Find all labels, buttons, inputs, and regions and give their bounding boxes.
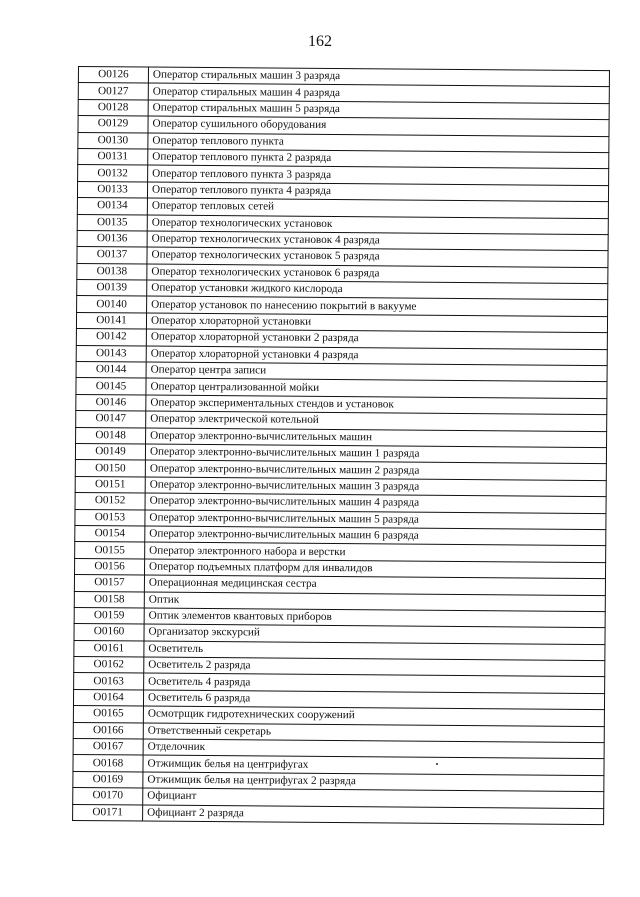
row-name-cell: Осветитель xyxy=(144,641,605,661)
row-code-cell: O0151 xyxy=(75,476,145,493)
row-code-cell: O0131 xyxy=(78,148,148,165)
row-name-cell: Оператор электронно-вычислительных машин 4 разряда xyxy=(145,493,606,513)
row-code-cell: O0164 xyxy=(73,689,143,706)
row-name-cell: Оператор электронно-вычислительных машин xyxy=(146,428,607,448)
profession-code-table xyxy=(72,66,610,825)
row-name-cell: Оператор теплового пункта 3 разряда xyxy=(148,165,609,185)
row-code-cell: O0150 xyxy=(75,460,145,477)
row-name-cell: Оператор теплового пункта xyxy=(148,133,609,153)
row-code-cell: O0126 xyxy=(78,67,148,84)
row-code-cell: O0146 xyxy=(76,394,146,411)
row-name-cell: Ответственный секретарь xyxy=(143,723,604,743)
row-name-cell: Оператор электронно-вычислительных машин 5 разряда xyxy=(145,510,606,530)
row-name-cell: Отжимщик белья на центрифугах 2 разряда xyxy=(143,772,604,792)
row-name-cell: Оператор подъемных платформ для инвалидов xyxy=(145,559,606,579)
page-number: 162 xyxy=(308,33,332,50)
row-name-cell: Оператор теплового пункта 2 разряда xyxy=(148,149,609,169)
row-name-cell: Официант xyxy=(143,788,604,808)
row-code-cell: O0165 xyxy=(73,706,143,723)
row-name-cell: Оператор хлораторной установки 4 разряда xyxy=(146,346,607,366)
row-name-cell: Оператор электронного набора и верстки xyxy=(145,542,606,562)
row-code-cell: O0170 xyxy=(73,788,143,805)
row-name-cell: Организатор экскурсий xyxy=(144,624,605,644)
row-code-cell: O0149 xyxy=(75,443,145,460)
row-code-cell: O0162 xyxy=(74,657,144,674)
table-body xyxy=(73,67,610,825)
row-code-cell: O0148 xyxy=(76,427,146,444)
row-code-cell: O0142 xyxy=(76,329,146,346)
row-code-cell: O0133 xyxy=(77,181,147,198)
row-code-cell: O0136 xyxy=(77,230,147,247)
row-code-cell: O0158 xyxy=(74,591,144,608)
row-name-cell: Оператор хлораторной установки xyxy=(146,313,607,333)
row-code-cell: O0132 xyxy=(78,165,148,182)
row-code-cell: O0171 xyxy=(73,804,143,821)
row-code-cell: O0153 xyxy=(75,509,145,526)
row-name-cell: Оптик xyxy=(144,592,605,612)
row-code-cell: O0167 xyxy=(73,738,143,755)
row-name-cell: Оператор тепловых сетей xyxy=(147,198,608,218)
row-code-cell: O0144 xyxy=(76,362,146,379)
row-name-cell: Официант 2 разряда xyxy=(143,805,604,825)
row-code-cell: O0157 xyxy=(74,575,144,592)
row-code-cell: O0161 xyxy=(74,640,144,657)
row-name-cell: Оптик элементов квантовых приборов xyxy=(144,608,605,628)
row-name-cell: Оператор технологических установок 4 разряда xyxy=(147,231,608,251)
row-code-cell: O0128 xyxy=(78,99,148,116)
row-code-cell: O0143 xyxy=(76,345,146,362)
row-code-cell: O0168 xyxy=(73,755,143,772)
row-code-cell: O0127 xyxy=(78,83,148,100)
row-code-cell: O0135 xyxy=(77,214,147,231)
row-name-cell: Осмотрщик гидротехнических сооружений xyxy=(143,706,604,726)
row-code-cell: O0129 xyxy=(78,116,148,133)
row-code-cell: O0137 xyxy=(77,247,147,264)
row-name-cell: Оператор технологических установок 5 разряда xyxy=(147,247,608,267)
row-name-cell: Оператор стиральных машин 5 разряда xyxy=(148,100,609,120)
table-row xyxy=(73,804,604,825)
row-code-cell: O0166 xyxy=(73,722,143,739)
row-code-cell: O0141 xyxy=(76,312,146,329)
row-code-cell: O0159 xyxy=(74,607,144,624)
row-name-cell: Оператор стиральных машин 3 разряда xyxy=(148,67,609,87)
row-code-cell: O0163 xyxy=(74,673,144,690)
row-name-cell: Оператор электронно-вычислительных машин 3 разряда xyxy=(145,477,606,497)
row-code-cell: O0152 xyxy=(75,493,145,510)
row-code-cell: O0145 xyxy=(76,378,146,395)
row-code-cell: O0155 xyxy=(75,542,145,559)
row-name-cell: Оператор теплового пункта 4 разряда xyxy=(147,182,608,202)
row-code-cell: O0156 xyxy=(75,558,145,575)
row-code-cell: O0169 xyxy=(73,771,143,788)
row-code-cell: O0139 xyxy=(77,280,147,297)
row-name-cell: Оператор установок по нанесению покрытий в вакууме xyxy=(147,297,608,317)
row-code-cell: O0134 xyxy=(77,198,147,215)
row-name-cell: Оператор центра записи xyxy=(146,362,607,382)
row-code-cell: O0154 xyxy=(75,525,145,542)
row-name-cell: Операционная медицинская сестра xyxy=(144,575,605,595)
row-name-cell: Оператор технологических установок 6 разряда xyxy=(147,264,608,284)
row-name-cell: Оператор технологических установок xyxy=(147,215,608,235)
document-table-wrapper xyxy=(72,66,610,825)
row-name-cell: Оператор установки жидкого кислорода xyxy=(147,280,608,300)
row-code-cell: O0160 xyxy=(74,624,144,641)
row-code-cell: O0147 xyxy=(76,411,146,428)
row-name-cell: Оператор хлораторной установки 2 разряда xyxy=(146,329,607,349)
row-name-cell: Осветитель 2 разряда xyxy=(144,657,605,677)
row-name-cell: Оператор электронно-вычислительных машин 2 разряда xyxy=(145,460,606,480)
row-name-cell: Отделочник xyxy=(143,739,604,759)
row-code-cell: O0130 xyxy=(78,132,148,149)
row-name-cell: Оператор централизованной мойки xyxy=(146,378,607,398)
row-name-cell: Отжимщик белья на центрифугах xyxy=(143,755,604,775)
row-name-cell: Оператор сушильного оборудования xyxy=(148,116,609,136)
row-name-cell: Оператор электрической котельной xyxy=(146,411,607,431)
row-code-cell: O0140 xyxy=(77,296,147,313)
row-name-cell: Осветитель 4 разряда xyxy=(144,673,605,693)
row-name-cell: Оператор электронно-вычислительных машин 6 разряда xyxy=(145,526,606,546)
row-name-cell: Осветитель 6 разряда xyxy=(143,690,604,710)
scan-speck xyxy=(436,763,438,765)
row-name-cell: Оператор электронно-вычислительных машин 1 разряда xyxy=(145,444,606,464)
row-code-cell: O0138 xyxy=(77,263,147,280)
row-name-cell: Оператор стиральных машин 4 разряда xyxy=(148,83,609,103)
row-name-cell: Оператор экспериментальных стендов и установок xyxy=(146,395,607,415)
